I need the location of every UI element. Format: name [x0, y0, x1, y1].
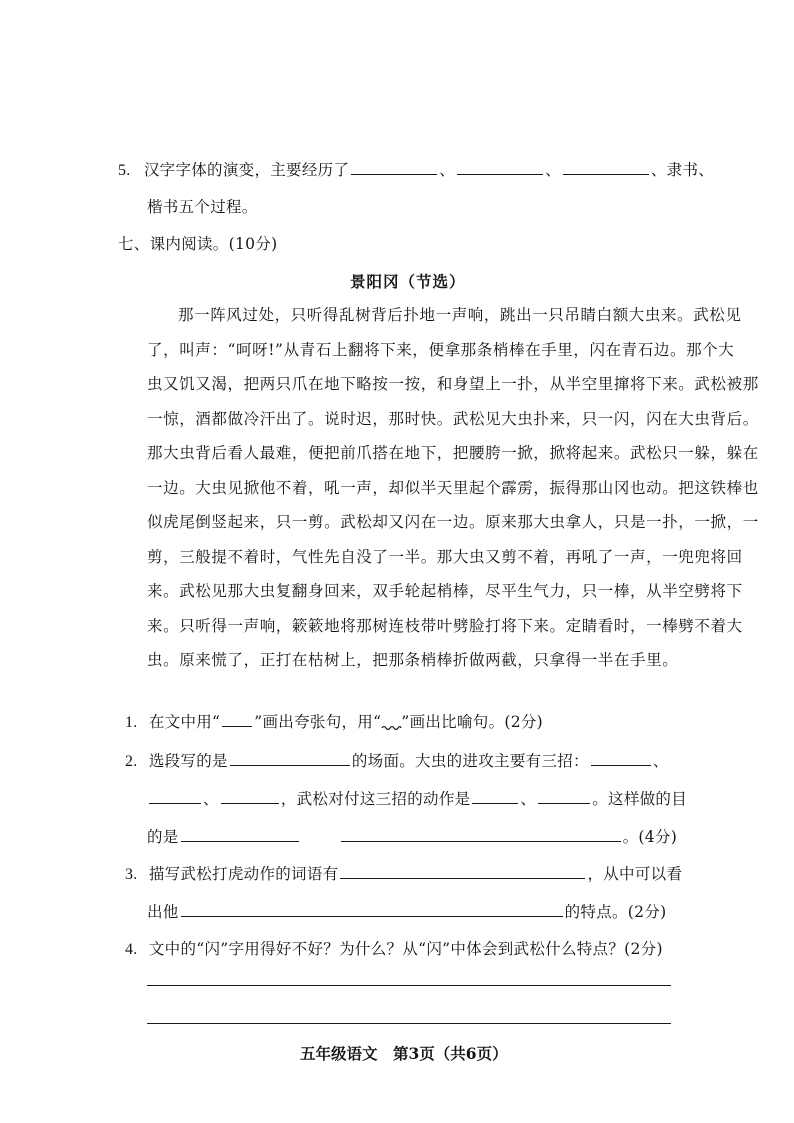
q2-answer-blank-6[interactable]	[538, 789, 590, 804]
passage-line: 剪，三般提不着时，气性先自没了一半。那大虫又剪不着，再吼了一声，一兜兜将回	[147, 547, 743, 566]
passage-line: 来。只听得一声响，簌簌地将那树连枝带叶劈脸打将下来。定睛看时，一棒劈不着大	[147, 616, 743, 635]
passage-line: 来。武松见那大虫复翻身回来，双手轮起梢棒，尽平生气力，只一棒，从半空劈将下	[147, 582, 743, 600]
reading-title: 景阳冈（节选）	[350, 272, 466, 291]
q2-answer-blank-3[interactable]	[149, 789, 201, 804]
question-2-text: 。这样做的目	[592, 790, 688, 808]
question-1	[125, 710, 543, 732]
passage-line: 那大虫背后看人最难，便把前爪搭在地下，把腰胯一掀，掀将起来。武松只一躲，躲在	[147, 444, 759, 462]
passage-line: 似虎尾倒竖起来，只一剪。武松却又闪在一边。原来那大虫拿人，只是一扑，一掀，一	[147, 513, 759, 531]
question-4	[125, 937, 663, 959]
question-1-number: 1.	[125, 714, 138, 731]
question-1-text: 在文中用“	[148, 713, 221, 731]
question-3-text: 描写武松打虎动作的词语有	[148, 865, 339, 883]
passage-line: 一边。大虫见掀他不着，吼一声，却似半天里起个霹雳，振得那山冈也动。把这铁棒也	[147, 478, 759, 497]
q3-answer-blank-2[interactable]	[181, 902, 563, 917]
q3-answer-blank-1[interactable]	[340, 864, 585, 879]
question-2-text: 的场面。大虫的进攻主要有三招：	[351, 752, 589, 770]
q5-separator-tail: 、隶书、	[650, 161, 715, 179]
q2-separator: 、	[652, 752, 669, 770]
question-3-text: 出他	[147, 903, 179, 921]
passage-line: 虫又饥又渴，把两只爪在地下略按一按，和身望上一扑，从半空里撺将下来。武松被那	[147, 375, 759, 393]
passage-line: 一惊，酒都做冷汗出了。说时迟，那时快。武松见大虫扑来，只一闪，闪在大虫背后。	[147, 409, 759, 428]
question-2-number: 2.	[125, 753, 138, 770]
page-footer: 五年级语文 第3页（共6页）	[300, 1044, 508, 1063]
question-3	[125, 862, 682, 884]
wavy-underline-mark	[381, 725, 401, 731]
passage-line: 虫。原来慌了，正打在枯树上，把那条梢棒折做两截，只拿得一半在手里。	[147, 651, 679, 669]
question-4-text: 文中的“闪”字用得好不好？为什么？从“闪”中体会到武松什么特点？(2分)	[148, 940, 663, 958]
q2-answer-blank-1[interactable]	[230, 751, 350, 766]
question-1-text: ”画出比喻句。(2分)	[401, 713, 544, 731]
q5-separator: 、	[439, 161, 456, 179]
passage-line: 了，叫声：“呵呀!”从青石上翻将下来，便拿那条梢棒在手里，闪在青石边。那个大	[147, 340, 735, 359]
q2-answer-blank-5[interactable]	[472, 789, 518, 804]
question-2-text: 。(4分)	[622, 828, 678, 846]
q2-separator: 、	[520, 790, 537, 808]
q4-answer-line-2[interactable]	[147, 1023, 671, 1024]
q5-answer-blank-1[interactable]	[351, 160, 437, 175]
q5-answer-blank-2[interactable]	[457, 160, 543, 175]
question-2-text: ，武松对付这三招的动作是	[280, 790, 471, 808]
question-5-number: 5.	[118, 162, 131, 179]
question-2	[125, 749, 669, 771]
q2-answer-blank-2[interactable]	[591, 751, 651, 766]
q2-answer-blank-4[interactable]	[221, 789, 279, 804]
question-2-text: 选段写的是	[148, 752, 228, 770]
question-5-text: 汉字字体的演变，主要经历了	[143, 161, 350, 179]
question-1-text: ”画出夸张句，用“	[254, 713, 382, 731]
question-3-text: 的特点。(2分)	[564, 903, 667, 921]
q4-answer-line-1[interactable]	[147, 985, 671, 986]
reading-passage	[147, 298, 759, 678]
q2-answer-blank-7[interactable]	[181, 827, 299, 842]
question-4-number: 4.	[125, 941, 138, 958]
question-2-line-3	[147, 825, 677, 847]
question-2-line-2	[147, 787, 687, 809]
passage-line: 那一阵风过处，只听得乱树背后扑地一声响，跳出一只吊睛白额大虫来。武松见	[178, 306, 742, 324]
question-5	[118, 158, 714, 180]
q2-answer-blank-8[interactable]	[341, 827, 621, 842]
straight-underline-mark	[222, 712, 252, 727]
section-7-heading: 七、课内阅读。(10分)	[118, 235, 278, 253]
question-3-line-2	[147, 900, 666, 922]
q5-answer-blank-3[interactable]	[563, 160, 649, 175]
question-5-continued: 楷书五个过程。	[147, 198, 258, 216]
q5-separator: 、	[545, 161, 561, 179]
question-2-text: 的是	[147, 828, 179, 846]
question-3-text: ，从中可以看	[587, 865, 683, 883]
question-3-number: 3.	[125, 866, 138, 883]
q2-separator: 、	[203, 790, 219, 808]
